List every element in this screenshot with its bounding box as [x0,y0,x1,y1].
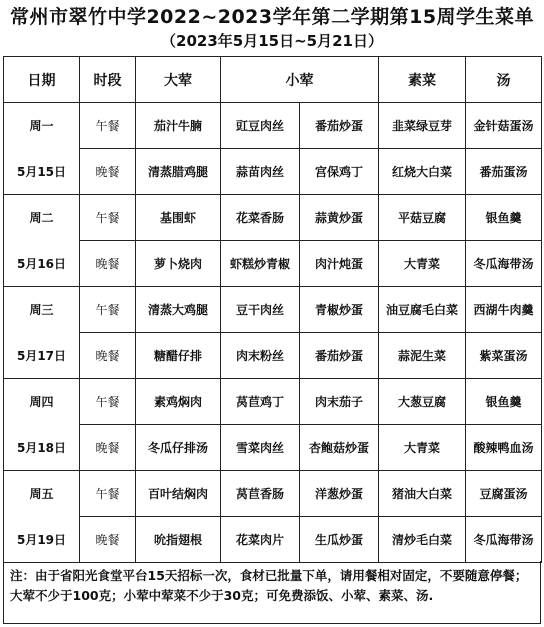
big-meat-cell: 冬瓜仔排汤 [136,425,221,471]
soup-cell: 冬瓜海带汤 [466,241,542,287]
date-cell: 5月15日 [4,149,80,195]
veg-cell: 油豆腐毛白菜 [379,287,466,333]
small-meat-cell: 肉汁炖蛋 [300,241,379,287]
soup-cell: 银鱼羹 [466,195,542,241]
soup-cell: 冬瓜海带汤 [466,517,542,563]
big-meat-cell: 清蒸大鸡腿 [136,287,221,333]
header-row [4,57,542,103]
big-meat-cell: 基围虾 [136,195,221,241]
meal-period-cell: 晚餐 [80,241,136,287]
big-meat-cell: 糖醋仔排 [136,333,221,379]
weekday-cell: 周四 [4,379,80,425]
date-cell: 5月18日 [4,425,80,471]
veg-cell: 韭菜绿豆芽 [379,103,466,149]
soup-cell: 紫菜蛋汤 [466,333,542,379]
date-cell: 5月17日 [4,333,80,379]
table-row [4,379,542,425]
header-big-meat: 大荤 [136,57,221,103]
meal-period-cell: 晚餐 [80,149,136,195]
table-row [4,287,542,333]
small-meat-cell: 豇豆肉丝 [221,103,300,149]
meal-period-cell: 午餐 [80,471,136,517]
meal-period-cell: 午餐 [80,379,136,425]
table-row [4,241,542,287]
table-row [4,149,542,195]
big-meat-cell: 百叶结焖肉 [136,471,221,517]
meal-period-cell: 晚餐 [80,517,136,563]
big-meat-cell: 萝卜烧肉 [136,241,221,287]
soup-cell: 番茄蛋汤 [466,149,542,195]
small-meat-cell: 番茄炒蛋 [300,103,379,149]
header-period: 时段 [80,57,136,103]
small-meat-cell: 雪菜肉丝 [221,425,300,471]
menu-body [4,103,542,563]
table-row [4,425,542,471]
small-meat-cell: 蒜黄炒蛋 [300,195,379,241]
soup-cell: 西湖牛肉羹 [466,287,542,333]
veg-cell: 平菇豆腐 [379,195,466,241]
big-meat-cell: 素鸡焖肉 [136,379,221,425]
big-meat-cell: 茄汁牛腩 [136,103,221,149]
table-row [4,103,542,149]
veg-cell: 猪油大白菜 [379,471,466,517]
small-meat-cell: 番茄炒蛋 [300,333,379,379]
soup-cell: 银鱼羹 [466,379,542,425]
big-meat-cell: 吮指翅根 [136,517,221,563]
soup-cell: 酸辣鸭血汤 [466,425,542,471]
veg-cell: 蒜泥生菜 [379,333,466,379]
date-cell: 5月16日 [4,241,80,287]
meal-period-cell: 午餐 [80,287,136,333]
soup-cell: 豆腐蛋汤 [466,471,542,517]
veg-cell: 红烧大白菜 [379,149,466,195]
date-cell: 5月19日 [4,517,80,563]
small-meat-cell: 肉末茄子 [300,379,379,425]
table-row [4,333,542,379]
header-date: 日期 [4,57,80,103]
veg-cell: 大青菜 [379,241,466,287]
weekday-cell: 周二 [4,195,80,241]
small-meat-cell: 杏鲍菇炒蛋 [300,425,379,471]
small-meat-cell: 莴苣香肠 [221,471,300,517]
header-soup: 汤 [466,57,542,103]
page-title: 常州市翠竹中学2022~2023学年第二学期第15周学生菜单 [9,6,535,28]
weekday-cell: 周一 [4,103,80,149]
veg-cell: 大青菜 [379,425,466,471]
table-row [4,517,542,563]
big-meat-cell: 清蒸腊鸡腿 [136,149,221,195]
table-row [4,195,542,241]
small-meat-cell: 豆干肉丝 [221,287,300,333]
page-subtitle: （2023年5月15日~5月21日） [161,32,383,50]
soup-cell: 金针菇蛋汤 [466,103,542,149]
small-meat-cell: 肉末粉丝 [221,333,300,379]
header-veg: 素菜 [379,57,466,103]
veg-cell: 大葱豆腐 [379,379,466,425]
small-meat-cell: 生瓜炒蛋 [300,517,379,563]
footer-note: 注：由于省阳光食堂平台15天招标一次，食材已批量下单，请用餐相对固定，不要随意停餐；大荤不少于100克；小荤中荤菜不少于30克；可免费添饭、小荤、素菜、汤. [3,561,541,624]
small-meat-cell: 花菜肉片 [221,517,300,563]
weekday-cell: 周三 [4,287,80,333]
veg-cell: 清炒毛白菜 [379,517,466,563]
meal-period-cell: 晚餐 [80,425,136,471]
small-meat-cell: 蒜苗肉丝 [221,149,300,195]
meal-period-cell: 午餐 [80,103,136,149]
small-meat-cell: 宫保鸡丁 [300,149,379,195]
small-meat-cell: 洋葱炒蛋 [300,471,379,517]
small-meat-cell: 莴苣鸡丁 [221,379,300,425]
menu-table [3,56,542,563]
meal-period-cell: 午餐 [80,195,136,241]
weekday-cell: 周五 [4,471,80,517]
small-meat-cell: 花菜香肠 [221,195,300,241]
header-small-meat: 小荤 [221,57,379,103]
table-row [4,471,542,517]
small-meat-cell: 虾糕炒青椒 [221,241,300,287]
small-meat-cell: 青椒炒蛋 [300,287,379,333]
meal-period-cell: 晚餐 [80,333,136,379]
